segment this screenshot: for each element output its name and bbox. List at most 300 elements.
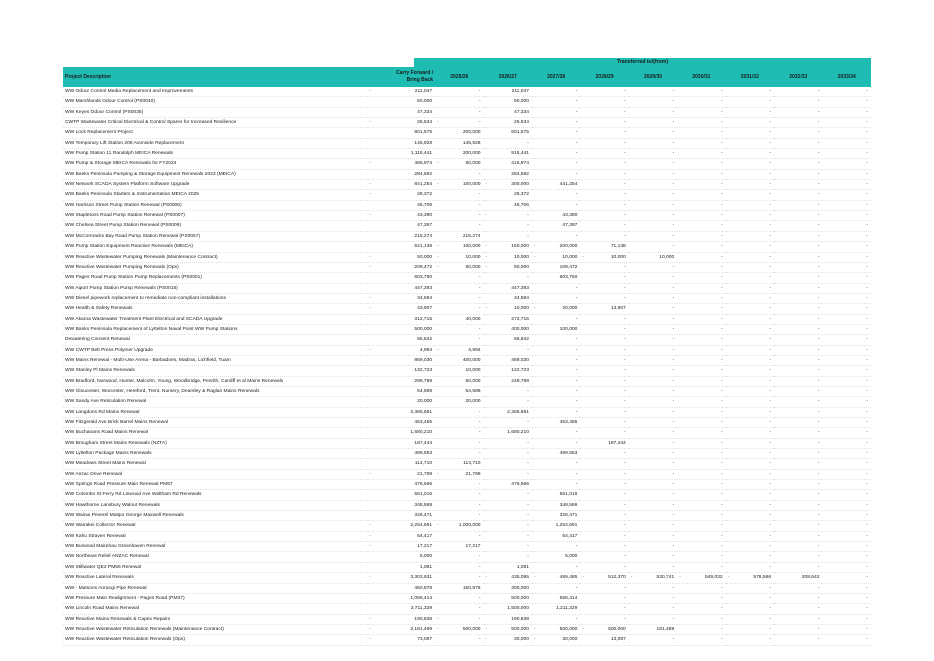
year-value-cell: - xyxy=(580,521,628,531)
year-value-cell: - xyxy=(822,386,871,396)
year-value-cell: - 10,000 xyxy=(435,252,483,262)
year-value-cell: - xyxy=(435,324,483,334)
year-value-cell: - xyxy=(726,200,774,210)
year-value-cell: - xyxy=(629,159,677,169)
year-value-cell: 66,842 xyxy=(484,335,532,345)
year-value-cell: - xyxy=(580,480,628,490)
table-row xyxy=(63,531,871,541)
carry-forward-cell: 2,711,329 xyxy=(367,604,435,614)
year-value-cell: - xyxy=(774,511,822,521)
year-value-cell: - xyxy=(532,159,580,169)
year-value-cell: - xyxy=(484,273,532,283)
year-value-cell: - xyxy=(435,283,483,293)
year-value-cell: - xyxy=(726,583,774,593)
year-value-cell: - xyxy=(677,500,725,510)
carry-forward-cell: 476,566 xyxy=(367,480,435,490)
year-value-cell: - xyxy=(435,304,483,314)
year-value-cell: 348,569 xyxy=(532,500,580,510)
year-value-cell: - xyxy=(822,635,871,645)
year-value-cell: - xyxy=(629,593,677,603)
year-value-cell: - xyxy=(726,335,774,345)
table-row xyxy=(63,335,871,345)
year-value-cell: - xyxy=(532,169,580,179)
year-value-cell: - xyxy=(629,614,677,624)
year-value-cell: 46,706 xyxy=(484,200,532,210)
year-value-cell: - xyxy=(580,138,628,148)
year-value-cell: - xyxy=(629,480,677,490)
year-value-cell: 145,928 xyxy=(435,138,483,148)
year-value-cell: - xyxy=(822,293,871,303)
year-value-cell: - xyxy=(774,149,822,159)
carry-forward-cell: - 43,907 xyxy=(367,304,435,314)
project-description-cell: WW Network SCADA System Platform Software Upgrade xyxy=(63,180,367,190)
year-value-cell: - xyxy=(822,428,871,438)
year-value-cell: - xyxy=(629,304,677,314)
year-value-cell: - xyxy=(822,583,871,593)
carry-forward-cell: 801,575 xyxy=(367,128,435,138)
carry-forward-cell: 450,878 xyxy=(367,583,435,593)
header-year: 2032/33 xyxy=(774,67,822,87)
year-value-cell: - xyxy=(580,418,628,428)
year-value-cell: - 150,000 xyxy=(484,242,532,252)
year-value-cell: - xyxy=(822,335,871,345)
year-value-cell: - xyxy=(580,355,628,365)
year-value-cell: - xyxy=(677,324,725,334)
carry-forward-cell: 869,030 xyxy=(367,355,435,365)
year-value-cell: 71,138 xyxy=(580,242,628,252)
table-row xyxy=(63,562,871,572)
year-value-cell: - xyxy=(532,231,580,241)
project-description-cell: WW Stanley Pl Mains Renewals xyxy=(63,366,367,376)
year-value-cell: - xyxy=(726,418,774,428)
year-value-cell: - xyxy=(822,500,871,510)
year-value-cell: - xyxy=(677,376,725,386)
carry-forward-cell: 132,723 xyxy=(367,366,435,376)
carry-forward-cell: 521,138 xyxy=(367,242,435,252)
year-value-cell: 1,211,329 xyxy=(532,604,580,614)
project-description-cell: WW Chelsea Street Pump Station Renewal (PS0009) xyxy=(63,221,367,231)
year-value-cell: - xyxy=(629,262,677,272)
year-value-cell: - xyxy=(822,128,871,138)
year-value-cell: - xyxy=(822,469,871,479)
year-value-cell: - xyxy=(435,428,483,438)
year-value-cell: - xyxy=(774,428,822,438)
year-value-cell: - xyxy=(774,273,822,283)
carry-forward-cell: 447,393 xyxy=(367,283,435,293)
year-value-cell: - xyxy=(629,438,677,448)
year-value-cell: - xyxy=(580,159,628,169)
year-value-cell: - xyxy=(774,252,822,262)
year-value-cell: - xyxy=(774,418,822,428)
year-value-cell: - 300,000 xyxy=(484,180,532,190)
year-value-cell: - xyxy=(580,583,628,593)
year-value-cell: - xyxy=(677,231,725,241)
year-value-cell: - 500,000 xyxy=(435,624,483,634)
year-value-cell: 150,878 xyxy=(435,583,483,593)
year-value-cell: - xyxy=(774,583,822,593)
year-value-cell: - xyxy=(822,593,871,603)
year-value-cell: - xyxy=(726,635,774,645)
year-value-cell: - xyxy=(726,355,774,365)
year-value-cell: - xyxy=(774,169,822,179)
year-value-cell: - xyxy=(435,593,483,603)
carry-forward-cell: 348,569 xyxy=(367,500,435,510)
table-row xyxy=(63,573,871,583)
year-value-cell: - xyxy=(822,355,871,365)
year-value-cell: - 500,000 xyxy=(580,624,628,634)
carry-forward-cell: 5,000 xyxy=(367,552,435,562)
year-value-cell: - xyxy=(726,552,774,562)
carry-forward-cell: 1,081 xyxy=(367,562,435,572)
year-value-cell: - xyxy=(532,345,580,355)
year-value-cell: - xyxy=(822,118,871,128)
year-value-cell: - xyxy=(484,386,532,396)
year-value-cell: - xyxy=(774,459,822,469)
carry-forward-cell: - 17,217 xyxy=(367,542,435,552)
year-value-cell: - xyxy=(580,324,628,334)
year-value-cell: - xyxy=(726,262,774,272)
carry-forward-cell: 284,582 xyxy=(367,169,435,179)
year-value-cell: - xyxy=(774,138,822,148)
project-description-cell: WW Reactive Wastewater Pumping Renewals (Maintenance Contract) xyxy=(63,252,367,262)
table-row xyxy=(63,190,871,200)
table-row xyxy=(63,283,871,293)
year-value-cell: - xyxy=(629,490,677,500)
year-value-cell: - xyxy=(629,386,677,396)
year-value-cell: - xyxy=(629,562,677,572)
project-description-cell: WW Bradford, Norwood, Hunter, Malcolm, Young, Woodbridge, Penrith, Cardiff et al Mains Renewals xyxy=(63,376,367,386)
table-row xyxy=(63,552,871,562)
project-description-cell: Dewatering Consent Renewal xyxy=(63,335,367,345)
project-description-cell: WW Pump Station 11 Randolph MEICA Renewals xyxy=(63,149,367,159)
year-value-cell: - xyxy=(532,87,580,97)
year-value-cell: 272,715 xyxy=(484,314,532,324)
year-value-cell: - 50,000 xyxy=(435,159,483,169)
year-value-cell: - 10,000 xyxy=(580,252,628,262)
project-description-cell: WW Buchanans Road Mains Renewal xyxy=(63,428,367,438)
table-row xyxy=(63,490,871,500)
project-description-cell: WW Pump & Storage MEICA Renewals for FY2024 xyxy=(63,159,367,169)
year-value-cell: - 500,000 xyxy=(532,624,580,634)
carry-forward-cell: 453,455 xyxy=(367,418,435,428)
year-value-cell: - xyxy=(774,242,822,252)
year-value-cell: - - xyxy=(435,118,483,128)
year-value-cell: - xyxy=(822,262,871,272)
project-description-cell: WW Brougham Street Mains Renewals (NZTA) xyxy=(63,438,367,448)
year-value-cell: - xyxy=(484,531,532,541)
carry-forward-cell: - 50,000 xyxy=(367,252,435,262)
year-value-cell: - xyxy=(677,180,725,190)
year-value-cell: - xyxy=(629,366,677,376)
year-value-cell: - xyxy=(677,531,725,541)
year-value-cell: - xyxy=(726,273,774,283)
year-value-cell: - xyxy=(774,531,822,541)
year-value-cell: - xyxy=(774,386,822,396)
year-value-cell: - xyxy=(822,231,871,241)
year-value-cell: - xyxy=(822,480,871,490)
year-value-cell: - xyxy=(726,386,774,396)
year-value-cell: - xyxy=(822,366,871,376)
year-value-cell: - xyxy=(677,438,725,448)
year-value-cell: - xyxy=(532,283,580,293)
year-value-cell: - xyxy=(629,449,677,459)
year-value-cell: - 578,566 xyxy=(726,573,774,583)
year-value-cell: 215,274 xyxy=(435,231,483,241)
year-value-cell: - 200,000 xyxy=(532,242,580,252)
project-description-cell: WW Gloucester, Worcester, Hereford, Trent, Nursery, Dearsley & Raglan Mains Renewals xyxy=(63,386,367,396)
project-description-cell: WW Pages Road Pump Station Pump Replacements (PS0001) xyxy=(63,273,367,283)
year-value-cell: - xyxy=(435,190,483,200)
year-value-cell: - xyxy=(822,490,871,500)
year-value-cell: 441,254 xyxy=(532,180,580,190)
year-value-cell: - xyxy=(726,438,774,448)
carry-forward-cell: - 209,472 xyxy=(367,262,435,272)
year-value-cell: - xyxy=(822,407,871,417)
year-value-cell: - xyxy=(580,366,628,376)
carry-forward-cell: 299,789 xyxy=(367,376,435,386)
year-value-cell: - xyxy=(580,469,628,479)
year-value-cell: - xyxy=(726,293,774,303)
project-description-cell: WW Lyttelton Package Mains Renewals xyxy=(63,449,367,459)
table-row xyxy=(63,107,871,117)
year-value-cell: - 10,000 xyxy=(532,252,580,262)
year-value-cell: - xyxy=(774,221,822,231)
table-row xyxy=(63,293,871,303)
year-value-cell: - xyxy=(580,345,628,355)
table-row xyxy=(63,480,871,490)
year-value-cell: 114,710 xyxy=(435,459,483,469)
year-value-cell: - xyxy=(822,562,871,572)
year-value-cell: - xyxy=(726,283,774,293)
year-value-cell: 400,000 xyxy=(435,355,483,365)
table-row xyxy=(63,449,871,459)
year-value-cell: - xyxy=(580,87,628,97)
year-value-cell: - xyxy=(726,221,774,231)
table-row xyxy=(63,262,871,272)
year-value-cell: - xyxy=(580,128,628,138)
carry-forward-cell: 50,000 xyxy=(367,97,435,107)
transferred-label: Transferred to/(from) xyxy=(616,59,669,65)
year-value-cell: - xyxy=(822,511,871,521)
table-row xyxy=(63,87,871,97)
year-value-cell: - xyxy=(629,335,677,345)
project-description-cell: CWTP Wastewater Critical Electrical & Control Spares for Increased Resilience xyxy=(63,118,367,128)
header-carry-forward-line2: Bring Back xyxy=(406,77,434,83)
year-value-cell: - xyxy=(822,438,871,448)
year-value-cell: - 100,000 xyxy=(435,242,483,252)
carry-forward-cell: - 211,047 xyxy=(367,87,435,97)
year-value-cell: - xyxy=(726,242,774,252)
year-value-cell: - xyxy=(822,521,871,531)
year-value-cell: - xyxy=(677,252,725,262)
year-value-cell: 200,000 xyxy=(435,149,483,159)
year-value-cell: - xyxy=(532,542,580,552)
year-value-cell: - xyxy=(726,87,774,97)
year-value-cell: - xyxy=(677,200,725,210)
year-value-cell: - xyxy=(677,190,725,200)
header-year: 2029/30 xyxy=(629,67,677,87)
year-value-cell: - xyxy=(822,624,871,634)
carry-forward-table xyxy=(63,67,871,646)
header-row xyxy=(63,67,871,87)
table-row xyxy=(63,138,871,148)
year-value-cell: - xyxy=(677,262,725,272)
year-value-cell: - xyxy=(822,552,871,562)
table-row xyxy=(63,149,871,159)
year-value-cell: - xyxy=(580,531,628,541)
year-value-cell: - xyxy=(677,221,725,231)
carry-forward-cell: 326,471 xyxy=(367,511,435,521)
year-value-cell: - xyxy=(435,511,483,521)
table-row xyxy=(63,324,871,334)
carry-forward-cell: 603,750 xyxy=(367,273,435,283)
year-value-cell: - xyxy=(435,562,483,572)
year-value-cell: - xyxy=(677,397,725,407)
year-value-cell: 100,000 xyxy=(532,324,580,334)
table-row xyxy=(63,242,871,252)
year-value-cell: - xyxy=(726,169,774,179)
year-value-cell: - xyxy=(435,490,483,500)
year-value-cell: - 100,000 xyxy=(435,180,483,190)
year-value-cell: - xyxy=(532,583,580,593)
project-description-cell: WW Harrison Street Pump Station Renewal (PS0006) xyxy=(63,200,367,210)
year-value-cell: 447,393 xyxy=(484,283,532,293)
year-value-cell: - xyxy=(629,283,677,293)
year-value-cell: - xyxy=(629,583,677,593)
year-value-cell: - xyxy=(435,449,483,459)
year-value-cell: - xyxy=(484,231,532,241)
year-value-cell: - xyxy=(532,407,580,417)
year-value-cell: - xyxy=(435,418,483,428)
year-value-cell: - xyxy=(774,593,822,603)
year-value-cell: - xyxy=(774,262,822,272)
year-value-cell: - xyxy=(726,407,774,417)
year-value-cell: - xyxy=(484,449,532,459)
year-value-cell: 499,553 xyxy=(532,449,580,459)
year-value-cell: - xyxy=(822,376,871,386)
carry-forward-cell: 499,553 xyxy=(367,449,435,459)
year-value-cell: - xyxy=(677,521,725,531)
year-value-cell: - xyxy=(629,180,677,190)
year-value-cell: - xyxy=(677,552,725,562)
table-body xyxy=(63,87,871,645)
carry-forward-cell: 187,444 xyxy=(367,438,435,448)
year-value-cell: 181,489 xyxy=(629,624,677,634)
table-row xyxy=(63,128,871,138)
year-value-cell: 40,000 xyxy=(435,314,483,324)
year-value-cell: - xyxy=(822,149,871,159)
year-value-cell: - xyxy=(580,97,628,107)
table-row xyxy=(63,624,871,634)
year-value-cell: 300,000 xyxy=(484,583,532,593)
carry-forward-cell: - 54,417 xyxy=(367,531,435,541)
year-value-cell: - xyxy=(774,614,822,624)
year-value-cell: - xyxy=(677,118,725,128)
year-value-cell: - xyxy=(822,252,871,262)
year-value-cell: - xyxy=(774,304,822,314)
project-description-cell: WW Lock Replacement Project xyxy=(63,128,367,138)
project-description-cell: WW Lincoln Road Mains Renewal xyxy=(63,604,367,614)
year-value-cell: - xyxy=(726,593,774,603)
year-value-cell: - xyxy=(822,345,871,355)
table-row xyxy=(63,273,871,283)
table-row xyxy=(63,231,871,241)
carry-forward-cell: 47,334 xyxy=(367,107,435,117)
year-value-cell: - xyxy=(774,562,822,572)
year-value-cell: - xyxy=(774,231,822,241)
year-value-cell: - xyxy=(435,531,483,541)
year-value-cell: - xyxy=(774,335,822,345)
year-value-cell: - xyxy=(580,107,628,117)
year-value-cell: - xyxy=(435,107,483,117)
year-value-cell: 453,455 xyxy=(532,418,580,428)
year-value-cell: - xyxy=(677,138,725,148)
year-value-cell: 122,723 xyxy=(484,366,532,376)
year-value-cell: - xyxy=(629,531,677,541)
year-value-cell: - xyxy=(435,273,483,283)
year-value-cell: - xyxy=(774,542,822,552)
table-row xyxy=(63,169,871,179)
year-value-cell: 500,000 xyxy=(484,593,532,603)
year-value-cell: 603,750 xyxy=(532,273,580,283)
year-value-cell: - xyxy=(532,428,580,438)
year-value-cell: - xyxy=(484,345,532,355)
carry-forward-cell: - 841,254 xyxy=(367,180,435,190)
table-row xyxy=(63,211,871,221)
year-value-cell: - xyxy=(580,397,628,407)
year-value-cell: 326,471 xyxy=(532,511,580,521)
year-value-cell: - xyxy=(726,562,774,572)
year-value-cell: 47,334 xyxy=(484,107,532,117)
year-value-cell: - 50,000 xyxy=(484,262,532,272)
year-value-cell: - xyxy=(629,324,677,334)
year-value-cell: - xyxy=(822,138,871,148)
year-value-cell: - 30,000 xyxy=(484,635,532,645)
carry-forward-cell: - 26,534 xyxy=(367,118,435,128)
year-value-cell: - xyxy=(435,635,483,645)
year-value-cell: - xyxy=(822,159,871,169)
year-value-cell: - xyxy=(677,511,725,521)
year-value-cell: - xyxy=(726,511,774,521)
year-value-cell: 561,016 xyxy=(532,490,580,500)
year-value-cell: 109,472 xyxy=(532,262,580,272)
year-value-cell: 1,680,210 xyxy=(484,428,532,438)
year-value-cell: - xyxy=(580,407,628,417)
year-value-cell: 54,417 xyxy=(532,531,580,541)
year-value-cell: - 489,485 xyxy=(532,573,580,583)
year-value-cell: - xyxy=(774,480,822,490)
year-value-cell: - xyxy=(774,438,822,448)
year-value-cell: - xyxy=(532,149,580,159)
year-value-cell: - xyxy=(580,283,628,293)
table-row xyxy=(63,200,871,210)
year-value-cell: - xyxy=(435,438,483,448)
year-value-cell: - 549,032 xyxy=(677,573,725,583)
year-value-cell: - xyxy=(580,376,628,386)
header-year: 2031/32 xyxy=(726,67,774,87)
year-value-cell: 43,390 xyxy=(532,211,580,221)
year-value-cell: - xyxy=(629,273,677,283)
project-description-cell: WW Health & Safety Renewals xyxy=(63,304,367,314)
table-row xyxy=(63,428,871,438)
year-value-cell: 2,365,691 xyxy=(484,407,532,417)
project-description-cell: WW Odour Control Media Replacement and Improvements xyxy=(63,87,367,97)
project-description-cell: WW Wairakei Collector Renewal xyxy=(63,521,367,531)
year-value-cell: - xyxy=(435,221,483,231)
year-value-cell: 28,372 xyxy=(484,190,532,200)
year-value-cell: - xyxy=(726,231,774,241)
year-value-cell: - xyxy=(532,128,580,138)
